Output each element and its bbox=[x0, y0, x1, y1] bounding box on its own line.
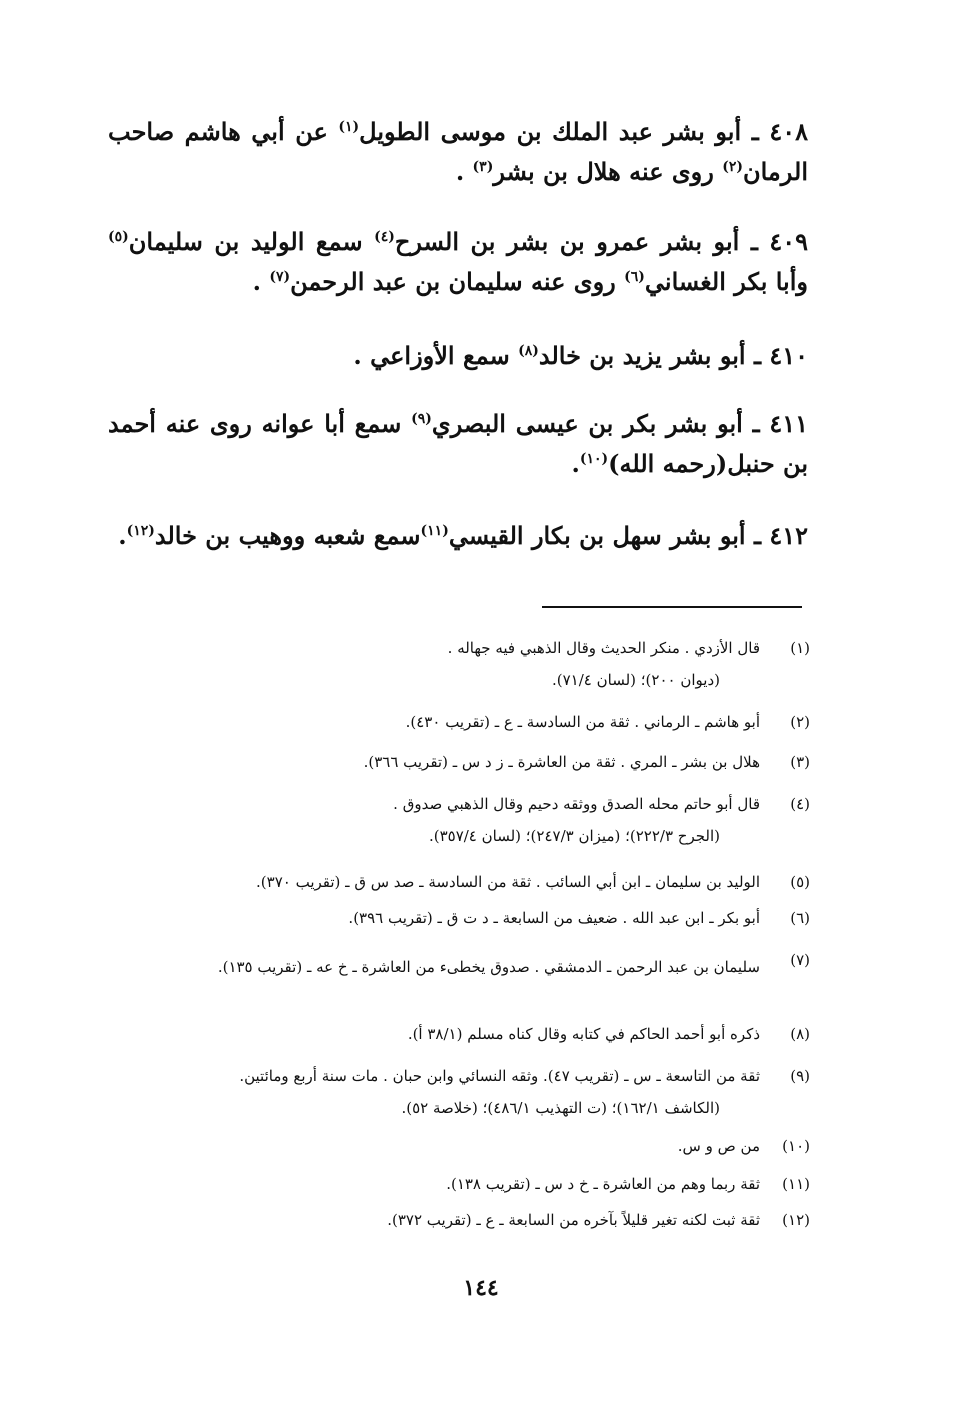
footnote-text: هلال بن بشر ـ المري . ثقة من العاشرة ـ ز د س ـ (تقريب ٣٦٦). bbox=[363, 753, 760, 771]
footnote-ref: (٣) bbox=[472, 159, 494, 175]
entry-408 bbox=[108, 112, 808, 192]
footnote-ref: (٩) bbox=[411, 411, 432, 427]
footnote-8 bbox=[112, 1024, 810, 1044]
entry-number: ٤١١ ـ bbox=[752, 409, 808, 438]
page-number: ١٤٤ bbox=[463, 1275, 499, 1301]
footnote-text: ذكره أبو أحمد الحاكم في كتابه وقال كناه مسلم (٣٨/١ أ). bbox=[407, 1025, 760, 1043]
entry-text: . bbox=[252, 267, 270, 296]
footnote-text: قال أبو حاتم محله الصدق ووثقه دحيم وقال الذهبي صدوق . bbox=[393, 795, 760, 813]
entry-number: ٤١٠ ـ bbox=[753, 341, 808, 370]
entry-text: روى عنه سليمان بن عبد الرحمن bbox=[290, 267, 625, 296]
footnote-ref: (٥) bbox=[108, 229, 129, 245]
footnote-5 bbox=[112, 872, 810, 892]
footnote-ref: (٢) bbox=[722, 159, 743, 175]
entry-text: سمع شعبه ووهيب بن خالد bbox=[154, 521, 421, 550]
footnote-text: قال الأزدي . منكر الحديث وقال الذهبي فيه جهاله . bbox=[447, 639, 760, 657]
footnote-ref: (١٢) bbox=[126, 523, 155, 539]
footnote-number: (١١) bbox=[782, 1175, 810, 1193]
footnote-ref: (٧) bbox=[269, 269, 291, 285]
footnote-number: (٤) bbox=[790, 795, 810, 813]
footnote-text: ثقة ربما وهم من العاشرة ـ خ د س ـ (تقريب ١٣٨). bbox=[446, 1175, 760, 1193]
footnote-text: من ص و س. bbox=[677, 1137, 760, 1155]
entry-text: . bbox=[571, 449, 580, 478]
footnote-ref: (٨) bbox=[518, 343, 539, 359]
entry-text: وأبا بكر الغساني bbox=[644, 267, 808, 296]
footnote-citation: (ديوان ٢٠٠)؛ (لسان ٧١/٤). bbox=[552, 671, 720, 689]
footnote-number: (٩) bbox=[790, 1067, 810, 1085]
footnote-12 bbox=[112, 1210, 810, 1230]
footnote-number: (١٢) bbox=[782, 1211, 810, 1229]
entry-411 bbox=[108, 404, 808, 484]
entry-text: عن أبي هاشم صاحب الرمان bbox=[108, 117, 808, 186]
footnote-4 bbox=[112, 794, 810, 846]
footnote-number: (٥) bbox=[790, 873, 810, 891]
footnote-3 bbox=[112, 752, 810, 772]
footnote-number: (١) bbox=[790, 639, 810, 657]
footnote-2 bbox=[112, 712, 810, 732]
entry-412 bbox=[108, 516, 808, 556]
footnote-ref: (١٠) bbox=[579, 451, 609, 467]
footnote-separator bbox=[542, 606, 802, 608]
entry-text: أبو بشر بكر بن عيسى البصري bbox=[431, 409, 743, 438]
footnote-ref: (٤) bbox=[374, 229, 395, 245]
entry-text: روى عنه هلال بن بشر bbox=[493, 157, 723, 186]
footnote-text: سليمان بن عبد الرحمن ـ الدمشقي . صدوق يخطىء من العاشرة ـ خ عه ـ (تقريب ١٣٥). bbox=[217, 958, 760, 976]
footnote-7 bbox=[112, 950, 810, 984]
footnote-11 bbox=[112, 1174, 810, 1194]
footnote-ref: (١) bbox=[338, 119, 360, 135]
footnote-6 bbox=[112, 908, 810, 928]
entry-text: أبو بشر عمرو بن بشر بن السرح bbox=[394, 227, 740, 256]
footnote-ref: (٦) bbox=[624, 269, 645, 285]
footnote-9 bbox=[112, 1066, 810, 1118]
entry-text: سمع أبا عوانه روى عنه أحمد بن حنبل(رحمه الله) bbox=[108, 409, 808, 478]
entry-text: . bbox=[118, 521, 127, 550]
entry-text: أبو بشر عبد الملك بن موسى الطويل bbox=[359, 117, 742, 146]
footnote-text: أبو بكر ـ ابن عبد الله . ضعيف من السابعة ـ د ت ق ـ (تقريب ٣٩٦). bbox=[348, 909, 760, 927]
footnote-1 bbox=[112, 638, 810, 690]
footnote-citation: (الجرح ٢٢٢/٣)؛ (ميزان ٢٤٧/٣)؛ (لسان ٣٥٧/٤). bbox=[428, 827, 720, 845]
footnote-text: الوليد بن سليمان ـ ابن أبي السائب . ثقة من السادسة ـ صد س ق ـ (تقريب ٣٧٠). bbox=[256, 873, 760, 891]
entry-text: سمع الوليد بن سليمان bbox=[128, 227, 375, 256]
footnote-number: (١٠) bbox=[782, 1137, 810, 1155]
footnote-citation: (الكاشف ١٦٢/١)؛ (ت التهذيب ٤٨٦/١)؛ (خلاصة ٥٢). bbox=[401, 1099, 720, 1117]
footnote-ref: (١١) bbox=[420, 523, 449, 539]
entry-text: . bbox=[455, 157, 473, 186]
entry-number: ٤٠٨ ـ bbox=[751, 117, 808, 146]
entry-text: أبو بشر سهل بن بكار القيسي bbox=[448, 521, 746, 550]
entry-number: ٤١٢ ـ bbox=[753, 521, 808, 550]
entry-number: ٤٠٩ ـ bbox=[750, 227, 809, 256]
entry-text: سمع الأوزاعي . bbox=[353, 341, 519, 370]
footnote-number: (٨) bbox=[790, 1025, 810, 1043]
footnote-number: (٢) bbox=[790, 713, 810, 731]
entry-409 bbox=[108, 222, 808, 302]
footnote-10 bbox=[112, 1136, 810, 1156]
entry-410 bbox=[108, 336, 808, 376]
footnote-text: أبو هاشم ـ الرماني . ثقة من السادسة ـ ع ـ (تقريب ٤٣٠). bbox=[405, 713, 760, 731]
footnote-number: (٧) bbox=[790, 951, 810, 969]
footnote-number: (٦) bbox=[790, 909, 810, 927]
footnote-text: ثقة من التاسعة ـ س ـ (تقريب ٤٧). وثقه النسائي وابن حبان . مات سنة أربع ومائتين. bbox=[239, 1067, 760, 1085]
footnote-text: ثقة ثبت لكنه تغير قليلاً بآخره من السابعة ـ ع ـ (تقريب ٣٧٢). bbox=[387, 1211, 760, 1229]
footnote-number: (٣) bbox=[790, 753, 810, 771]
entry-text: أبو بشر يزيد بن خالد bbox=[538, 341, 746, 370]
